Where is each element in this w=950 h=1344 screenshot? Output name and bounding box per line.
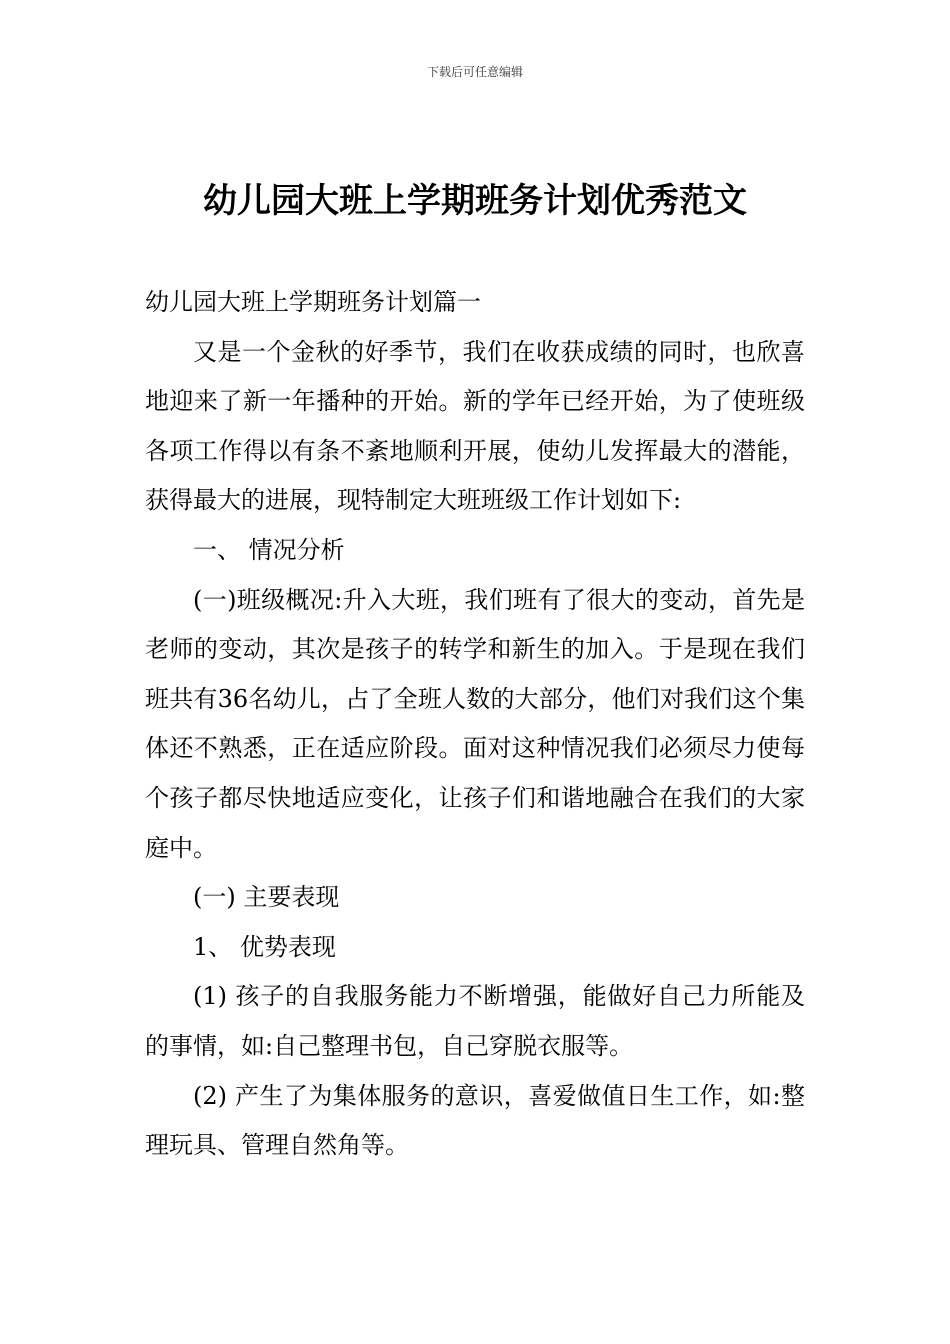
paragraph-intro: 又是一个金秋的好季节，我们在收获成绩的同时，也欣喜地迎来了新一年播种的开始。新的学年已经开始，为了使班级各项工作得以有条不紊地顺利开展，使幼儿发挥最大的潜能，获得最大的进展，现特制定大班班级工作计划如下:	[145, 337, 805, 515]
heading-advantages: 1、 优势表现	[193, 932, 336, 961]
paragraph-advantage-1: (1) 孩子的自我服务能力不断增强，能做好自己力所能及的事情，如:自己整理书包，自己穿脱衣服等。	[145, 982, 805, 1060]
document-title: 幼儿园大班上学期班务计划优秀范文	[203, 181, 747, 221]
header-note: 下载后可任意编辑	[426, 65, 523, 79]
document-body	[145, 278, 805, 1171]
section-heading: 幼儿园大班上学期班务计划篇一	[145, 288, 481, 316]
paragraph-advantage-2: (2) 产生了为集体服务的意识，喜爱做值日生工作，如:整理玩具、管理自然角等。	[145, 1081, 805, 1160]
heading-main-performance: (一) 主要表现	[193, 883, 340, 912]
heading-situation-analysis: 一、 情况分析	[193, 535, 345, 564]
paragraph-class-overview: (一)班级概况:升入大班，我们班有了很大的变动，首先是老师的变动，其次是孩子的转学和新生的加入。于是现在我们班共有36名幼儿，占了全班人数的大部分，他们对我们这个集体还不熟悉，正在适应阶段。面对这种情况我们必须尽力使每个孩子都尽快地适应变化，让孩子们和谐地融合在我们的大家庭中。	[145, 585, 805, 862]
